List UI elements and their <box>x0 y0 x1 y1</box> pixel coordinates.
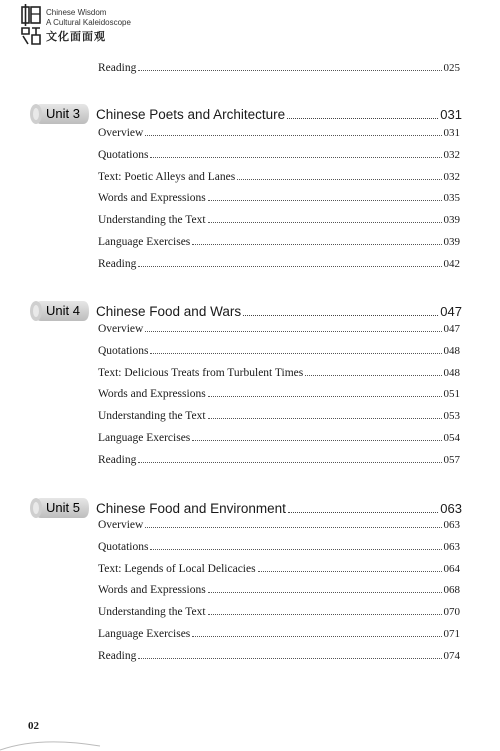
toc-entry-label: Understanding the Text <box>98 410 206 422</box>
unit-title: Chinese Poets and Architecture <box>96 106 286 122</box>
toc-entry[interactable] <box>98 431 460 447</box>
toc-entry-page: 068 <box>443 584 460 596</box>
dot-leader <box>138 649 441 659</box>
page-header <box>0 0 500 52</box>
logo-icon <box>20 4 42 46</box>
toc-entry-label: Quotations <box>98 541 149 553</box>
toc-entry[interactable] <box>98 61 460 77</box>
toc-entry-label: Reading <box>98 62 137 74</box>
toc-entry-page: 048 <box>443 367 460 379</box>
toc-entry[interactable] <box>98 453 460 469</box>
dot-leader <box>237 170 441 180</box>
unit-badge-label: Unit 4 <box>46 303 80 318</box>
toc-entry[interactable] <box>98 191 460 207</box>
toc-entry[interactable] <box>98 257 460 273</box>
toc-entry-label: Text: Poetic Alleys and Lanes <box>98 171 236 183</box>
toc-entry[interactable] <box>98 387 460 403</box>
toc-entry[interactable] <box>98 583 460 599</box>
dot-leader <box>138 453 441 463</box>
dot-leader <box>145 322 441 332</box>
toc-entry-label: Language Exercises <box>98 628 191 640</box>
unit-badge <box>30 300 90 322</box>
toc-entry[interactable] <box>98 344 460 360</box>
unit-heading[interactable] <box>30 497 462 519</box>
dot-leader <box>145 126 441 136</box>
toc-entry[interactable] <box>98 409 460 425</box>
dot-leader <box>208 605 442 615</box>
toc-entry-page: 071 <box>443 628 460 640</box>
toc-entry-label: Overview <box>98 519 144 531</box>
unit-page: 031 <box>440 106 462 122</box>
toc-entry-page: 035 <box>443 192 460 204</box>
toc-entry-page: 070 <box>443 606 460 618</box>
page-number: 02 <box>28 720 39 732</box>
dot-leader <box>305 366 441 376</box>
toc-entry[interactable] <box>98 126 460 142</box>
dot-leader <box>138 61 441 71</box>
toc-entry[interactable] <box>98 540 460 556</box>
toc-entry-label: Language Exercises <box>98 432 191 444</box>
toc-entry-label: Understanding the Text <box>98 606 206 618</box>
unit-title: Chinese Food and Environment <box>96 500 286 516</box>
dot-leader <box>288 503 438 513</box>
dot-leader <box>208 191 442 201</box>
toc-entry[interactable] <box>98 235 460 251</box>
toc-entry-page: 042 <box>443 258 460 270</box>
dot-leader <box>192 431 441 441</box>
toc-entry-page: 063 <box>443 519 460 531</box>
toc-entry-page: 025 <box>443 62 460 74</box>
toc-entry[interactable] <box>98 518 460 534</box>
unit-page: 047 <box>440 303 462 319</box>
unit-heading[interactable] <box>30 103 462 125</box>
toc-entry-page: 048 <box>443 345 460 357</box>
toc-entry-label: Overview <box>98 323 144 335</box>
toc-entry[interactable] <box>98 562 460 578</box>
dot-leader <box>208 213 442 223</box>
brand-title-english <box>46 8 131 28</box>
unit-page: 063 <box>440 500 462 516</box>
toc-entry-page: 064 <box>443 563 460 575</box>
toc-entry-label: Overview <box>98 127 144 139</box>
toc-entry-page: 039 <box>443 236 460 248</box>
toc-entry-label: Quotations <box>98 149 149 161</box>
unit-badge-label: Unit 3 <box>46 106 80 121</box>
toc-entry-page: 057 <box>443 454 460 466</box>
toc-entry[interactable] <box>98 366 460 382</box>
dot-leader <box>208 583 442 593</box>
toc-entry[interactable] <box>98 148 460 164</box>
toc-entry-page: 039 <box>443 214 460 226</box>
unit-badge-label: Unit 5 <box>46 500 80 515</box>
toc-entry-page: 063 <box>443 541 460 553</box>
toc-entry-label: Reading <box>98 650 137 662</box>
toc-entry-label: Words and Expressions <box>98 584 206 596</box>
dot-leader <box>287 109 438 119</box>
toc-entry[interactable] <box>98 322 460 338</box>
dot-leader <box>138 257 441 267</box>
dot-leader <box>208 409 442 419</box>
dot-leader <box>150 540 441 550</box>
decorative-arc <box>0 736 500 751</box>
toc-entry-label: Words and Expressions <box>98 388 206 400</box>
toc-entry-page: 051 <box>443 388 460 400</box>
toc-entry-page: 053 <box>443 410 460 422</box>
toc-entry[interactable] <box>98 649 460 665</box>
toc-entry-label: Text: Delicious Treats from Turbulent Times <box>98 367 304 379</box>
toc-entry-label: Text: Legends of Local Delicacies <box>98 563 256 575</box>
toc-entry-page: 032 <box>443 149 460 161</box>
toc-entry-label: Understanding the Text <box>98 214 206 226</box>
unit-badge <box>30 497 90 519</box>
dot-leader <box>150 148 441 158</box>
dot-leader <box>150 344 441 354</box>
toc-entry-page: 032 <box>443 171 460 183</box>
dot-leader <box>243 306 438 316</box>
toc-entry-page: 031 <box>443 127 460 139</box>
toc-entry-label: Words and Expressions <box>98 192 206 204</box>
brand-title-chinese: 文化面面观 <box>46 30 106 43</box>
toc-entry[interactable] <box>98 605 460 621</box>
dot-leader <box>192 235 441 245</box>
dot-leader <box>258 562 442 572</box>
toc-entry-label: Reading <box>98 454 137 466</box>
brand-line-1: Chinese Wisdom <box>46 8 107 17</box>
toc-entry-page: 074 <box>443 650 460 662</box>
unit-title: Chinese Food and Wars <box>96 303 242 319</box>
dot-leader <box>145 518 441 528</box>
toc-entry[interactable] <box>98 627 460 643</box>
toc-entry-label: Quotations <box>98 345 149 357</box>
unit-badge <box>30 103 90 125</box>
toc-entry[interactable] <box>98 213 460 229</box>
toc-entry[interactable] <box>98 170 460 186</box>
dot-leader <box>208 387 442 397</box>
toc-entry-label: Language Exercises <box>98 236 191 248</box>
brand-line-2: A Cultural Kaleidoscope <box>46 18 131 27</box>
toc-entry-label: Reading <box>98 258 137 270</box>
unit-heading[interactable] <box>30 300 462 322</box>
toc-entry-page: 054 <box>443 432 460 444</box>
dot-leader <box>192 627 441 637</box>
toc-entry-page: 047 <box>443 323 460 335</box>
